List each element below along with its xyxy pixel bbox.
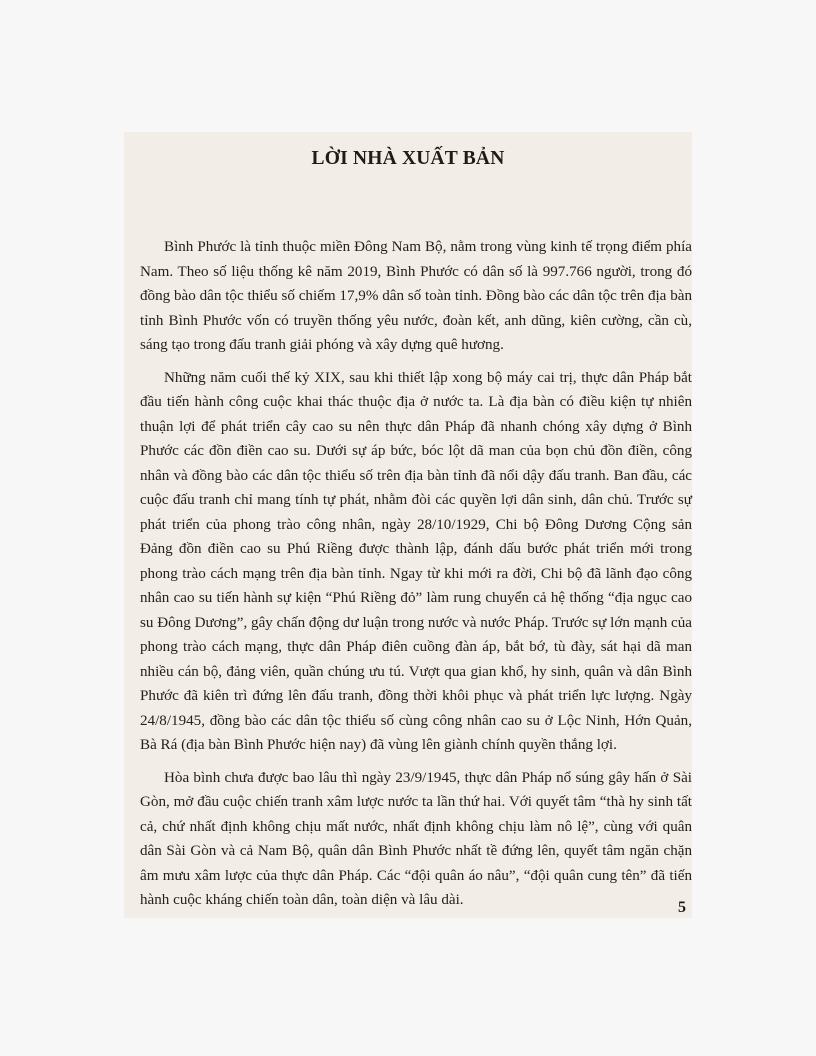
paragraph: Bình Phước là tỉnh thuộc miền Đông Nam Bộ, nằm trong vùng kinh tế trọng điểm phía Nam. Theo số liệu thống kê năm 2019, Bình Phước có dân số là 997.766 người, trong đó đồng bào dân tộc thiểu số chiếm 17,9% dân số toàn tỉnh. Đồng bào các dân tộc trên địa bàn tỉnh Bình Phước vốn có truyền thống yêu nước, đoàn kết, anh dũng, kiên cường, cần cù, sáng tạo trong đấu tranh giải phóng và xây dựng quê hương. bbox=[140, 239, 692, 353]
page-title: LỜI NHÀ XUẤT BẢN bbox=[311, 148, 505, 169]
paragraph: Hòa bình chưa được bao lâu thì ngày 23/9/1945, thực dân Pháp nổ súng gây hấn ở Sài Gòn, mở đầu cuộc chiến tranh xâm lược nước ta lần thứ hai. Với quyết tâm “thà hy sinh tất cả, chứ nhất định không chịu mất nước, nhất định không chịu làm nô lệ”, cùng với quân dân Sài Gòn và cả Nam Bộ, quân dân Bình Phước nhất tề đứng lên, quyết tâm ngăn chặn âm mưu xâm lược của thực dân Pháp. Các “đội quân áo nâu”, “đội quân cung tên” đã tiến hành cuộc kháng chiến toàn dân, toàn diện và lâu dài. bbox=[140, 769, 692, 908]
body-text bbox=[140, 235, 692, 921]
paragraph: Những năm cuối thế kỷ XIX, sau khi thiết lập xong bộ máy cai trị, thực dân Pháp bắt đầu tiến hành công cuộc khai thác thuộc địa ở nước ta. Là địa bàn có điều kiện tự nhiên thuận lợi để phát triển cây cao su nên thực dân Pháp đã nhanh chóng xây dựng ở Bình Phước các đồn điền cao su. Dưới sự áp bức, bóc lột dã man của bọn chủ đồn điền, công nhân và đồng bào các dân tộc thiểu số trên địa bàn tỉnh đã nổi dậy đấu tranh. Ban đầu, các cuộc đấu tranh chỉ mang tính tự phát, nhằm đòi các quyền lợi dân sinh, dân chủ. Trước sự phát triển của phong trào công nhân, ngày 28/10/1929, Chi bộ Đông Dương Cộng sản Đảng đồn điền cao su Phú Riềng được thành lập, đánh dấu bước phát triển mới trong phong trào cách mạng trên địa bàn tỉnh. Ngay từ khi mới ra đời, Chi bộ đã lãnh đạo công nhân cao su tiến hành sự kiện “Phú Riềng đỏ” làm rung chuyển cả hệ thống “địa ngục cao su Đông Dương”, gây chấn động dư luận trong nước và nước Pháp. Trước sự lớn mạnh của phong trào cách mạng, thực dân Pháp điên cuồng đàn áp, bắt bớ, tù đày, sát hại dã man nhiều cán bộ, đảng viên, quần chúng ưu tú. Vượt qua gian khổ, hy sinh, quân và dân Bình Phước đã kiên trì đứng lên đấu tranh, đồng thời khôi phục và phát triển lực lượng. Ngày 24/8/1945, đồng bào các dân tộc thiểu số cùng công nhân cao su ở Lộc Ninh, Hớn Quản, Bà Rá (địa bàn Bình Phước hiện nay) đã vùng lên giành chính quyền thắng lợi. bbox=[140, 369, 692, 753]
page-number: 5 bbox=[678, 899, 686, 916]
